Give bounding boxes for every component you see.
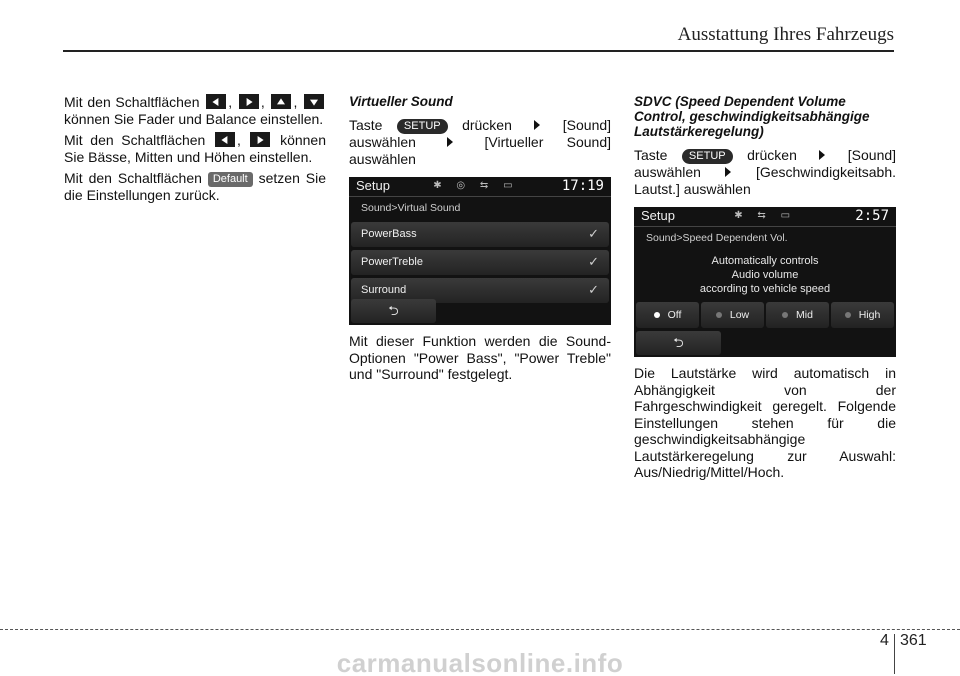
column-right bbox=[634, 94, 896, 486]
option-off bbox=[636, 302, 699, 328]
left-arrow-button-icon bbox=[215, 132, 235, 147]
text-virtueller-sound: [Virtueller Sound] bbox=[484, 134, 612, 150]
text-sound: [Sound] bbox=[847, 147, 897, 163]
text-druecken: drücken bbox=[747, 147, 797, 163]
status-icons: ✱ ◎ ⇆ ▭ bbox=[433, 180, 519, 192]
screen-topbar bbox=[349, 177, 611, 197]
up-arrow-button-icon bbox=[271, 94, 291, 109]
screen-topbar bbox=[634, 207, 896, 227]
down-arrow-button-icon bbox=[304, 94, 324, 109]
screenshot-speed-dependent-volume bbox=[634, 207, 896, 357]
screen-title: Setup bbox=[356, 178, 390, 194]
message-line: Automatically controls bbox=[711, 254, 819, 267]
right-arrow-button-icon bbox=[250, 132, 270, 147]
text-start: Mit den Schaltflächen bbox=[64, 132, 206, 148]
arrow-right-icon bbox=[447, 137, 453, 147]
text-mid: können bbox=[280, 132, 327, 148]
text-taste: Taste bbox=[634, 147, 668, 163]
section-heading-sdvc: SDVC (Speed Dependent Volume Control, geschwindigkeitsabhängige Lautstärkeregelung) bbox=[634, 94, 870, 139]
text-end: können Sie Fader und Balance einstellen. bbox=[64, 110, 324, 127]
header-rule bbox=[63, 50, 894, 52]
paragraph-bass-mid-treble: Mit den Schaltflächen , können Sie Bässe, Mitten und Höhen einstellen. bbox=[64, 132, 327, 165]
description-sdvc: Die Lautstärke wird automatisch in Abhängigkeit von der Fahrgeschwindigkeit geregelt. Folgende Einstellungen stehen für die geschwindigkeitsabhängige Lautstärkeregelung zur Auswahl: Aus/Niedrig/Mittel/Hoch. bbox=[634, 365, 896, 480]
instruction-sdvc bbox=[634, 147, 896, 197]
option-mid bbox=[766, 302, 829, 328]
radio-dot-icon bbox=[845, 312, 851, 318]
default-button-label: Default bbox=[208, 172, 253, 187]
page-header-title: Ausstattung Ihres Fahrzeugs bbox=[677, 24, 894, 45]
left-arrow-button-icon bbox=[206, 94, 226, 109]
option-high bbox=[831, 302, 894, 328]
chapter-number: 4 bbox=[880, 632, 889, 649]
arrow-right-icon bbox=[534, 120, 540, 130]
column-left bbox=[64, 94, 326, 209]
paragraph-fader-balance: Mit den Schaltflächen , , , können Sie Fader und Balance einstellen. bbox=[64, 94, 324, 127]
setup-key-label: SETUP bbox=[682, 149, 733, 164]
text-sound: [Sound] bbox=[562, 117, 612, 133]
text-auswaehlen: auswählen bbox=[349, 134, 416, 150]
column-middle bbox=[349, 94, 611, 388]
text-start: Mit den Schaltflächen bbox=[64, 170, 202, 186]
text-end: Sie Bässe, Mitten und Höhen einstellen. bbox=[64, 148, 313, 165]
check-icon: ✓ bbox=[588, 281, 599, 297]
text-geschwindigkeitsabh: [Geschwindigkeitsabh. bbox=[755, 164, 897, 180]
menu-item-powertreble bbox=[351, 250, 609, 275]
screen-breadcrumb: Sound>Speed Dependent Vol. bbox=[646, 232, 788, 244]
back-icon: ⮌ bbox=[636, 331, 721, 355]
paragraph-default-reset bbox=[64, 170, 326, 204]
option-low bbox=[701, 302, 764, 328]
text-auswaehlen: auswählen bbox=[634, 164, 701, 180]
arrow-right-icon bbox=[819, 150, 825, 160]
menu-item-label: Surround bbox=[361, 283, 407, 296]
watermark: carmanualsonline.info bbox=[336, 648, 624, 676]
option-label: Mid bbox=[796, 308, 813, 321]
screen-title: Setup bbox=[641, 208, 675, 224]
text-start: Mit den Schaltflächen bbox=[64, 94, 200, 110]
menu-item-label: PowerBass bbox=[361, 227, 417, 240]
description-virtual-sound: Mit dieser Funktion werden die Sound-Optionen "Power Bass", "Power Treble" und "Surround" festgelegt. bbox=[349, 333, 611, 382]
screenshot-virtual-sound bbox=[349, 177, 611, 325]
screen-message bbox=[634, 254, 896, 296]
text-auswaehlen: auswählen bbox=[349, 150, 416, 167]
message-line: according to vehicle speed bbox=[699, 282, 831, 295]
radio-dot-icon bbox=[716, 312, 722, 318]
option-label: High bbox=[858, 308, 881, 321]
back-icon: ⮌ bbox=[351, 299, 436, 323]
menu-item-label: PowerTreble bbox=[361, 255, 423, 268]
arrow-right-icon bbox=[725, 167, 731, 177]
message-line: Audio volume bbox=[731, 268, 799, 281]
check-icon: ✓ bbox=[588, 225, 599, 241]
radio-dot-icon bbox=[782, 312, 788, 318]
footer-rule bbox=[0, 629, 960, 630]
screen-clock: 17:19 bbox=[561, 178, 604, 195]
section-heading-virtual-sound: Virtueller Sound bbox=[349, 94, 453, 109]
right-arrow-button-icon bbox=[239, 94, 259, 109]
screen-breadcrumb: Sound>Virtual Sound bbox=[361, 202, 461, 214]
option-label: Low bbox=[729, 308, 750, 321]
page-number: 361 bbox=[900, 632, 927, 649]
menu-item-powerbass bbox=[351, 222, 609, 247]
text-druecken: drücken bbox=[462, 117, 512, 133]
text-taste: Taste bbox=[349, 117, 383, 133]
volume-options bbox=[634, 302, 896, 328]
screen-clock: 2:57 bbox=[855, 208, 889, 225]
status-icons: ✱ ⇆ ▭ bbox=[734, 210, 797, 222]
instruction-virtual-sound bbox=[349, 117, 611, 167]
text-end: die Einstellungen zurück. bbox=[64, 187, 220, 203]
text-mid: setzen Sie bbox=[258, 170, 327, 186]
check-icon: ✓ bbox=[588, 253, 599, 269]
option-label: Off bbox=[667, 308, 682, 321]
setup-key-label: SETUP bbox=[397, 119, 448, 134]
text-lautst-auswaehlen: Lautst.] auswählen bbox=[634, 180, 751, 197]
radio-dot-icon bbox=[654, 312, 660, 318]
